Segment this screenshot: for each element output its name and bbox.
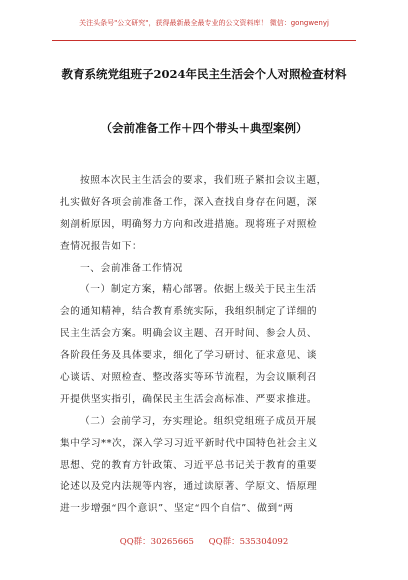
body-line: 思想、党的教育方针政策、习近平总书记关于教育的重要 — [60, 459, 318, 471]
footer — [0, 535, 408, 547]
body-line: 进一步增强“四个意识”、坚定“四个自信”、做到“两 — [60, 503, 294, 515]
document-body — [60, 170, 360, 520]
body-line: 刻剖析原因，明确努力方向和改进措施。现将班子对照检 — [60, 218, 318, 230]
body-line: 按照本次民主生活会的要求，我们班子紧扣会议主题， — [80, 175, 327, 186]
body-line: 论述以及党内法规等内容，通过读原著、学原文、悟原理 — [60, 481, 318, 493]
body-line: 各阶段任务及具体要求，细化了学习研讨、征求意见、谈 — [60, 350, 318, 362]
body-line: 会的通知精神，结合教育系统实际，我组织制定了详细的 — [60, 306, 318, 318]
body-line: 开提供坚实指引，确保民主生活会高标准、严要求推进。 — [60, 393, 318, 405]
document-title: 教育系统党组班子2024年民主生活会个人对照检查材料 — [61, 67, 347, 81]
header-banner: 关注头条号"公文研究"，获得最新最全最专业的公文资料库！ 微信：gongwenyj — [79, 19, 329, 27]
body-line: 查情况报告如下： — [60, 240, 143, 252]
document-subtitle: （会前准备工作＋四个带头＋典型案例） — [100, 121, 308, 135]
body-line: （二）会前学习，夯实理论。组织党组班子成员开展 — [80, 415, 317, 427]
body-line: 扎实做好各项会前准备工作，深入查找自身存在问题，深 — [60, 196, 318, 208]
header-divider — [52, 40, 356, 41]
footer-qq-group-1: QQ群：30265665 — [119, 537, 194, 547]
body-line: 心谈话、对照检查、整改落实等环节流程，为会议顺利召 — [60, 372, 318, 384]
body-line: （一）制定方案，精心部署。依据上级关于民主生活 — [80, 284, 317, 296]
section-heading: 一、会前准备工作情况 — [80, 262, 183, 274]
footer-qq-group-2: QQ群：535304092 — [208, 537, 289, 547]
body-line: 民主生活会方案。明确会议主题、召开时间、参会人员、 — [60, 328, 318, 340]
body-line: 集中学习**次，深入学习习近平新时代中国特色社会主义 — [60, 437, 318, 449]
